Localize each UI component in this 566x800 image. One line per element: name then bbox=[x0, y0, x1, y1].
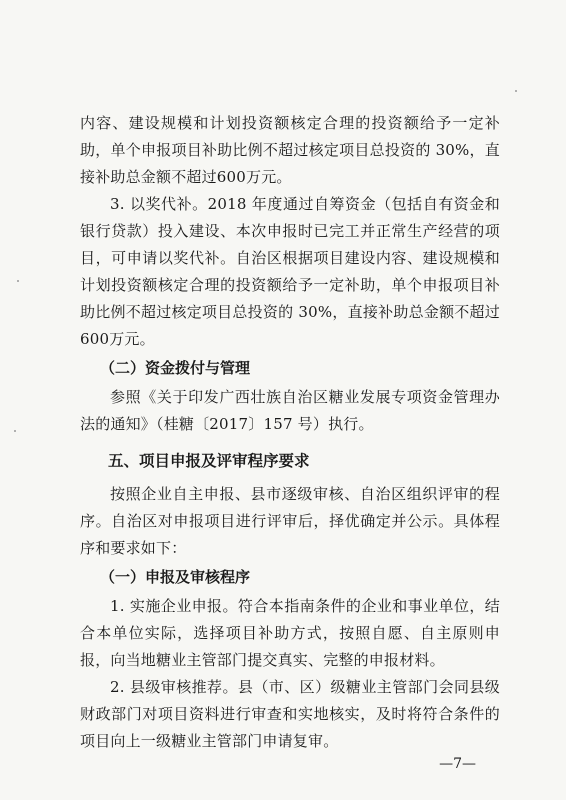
document-body bbox=[80, 110, 500, 755]
scan-speck bbox=[14, 430, 16, 432]
scan-speck bbox=[17, 280, 19, 282]
paragraph-reward-instead-of-subsidy: 3. 以奖代补。2018 年度通过自筹资金（包括自有资金和银行贷款）投入建设、本次申报时已完工并正常生产经营的项目，可申请以奖代补。自治区根据项目建设内容、建设规模和计划投资额核定合理的投资额给予一定补助，单个申报项目补助比例不超过核定项目总投资的 30%，直接补助总金额不超过600万元。 bbox=[80, 195, 500, 348]
paragraph-enterprise-application: 1. 实施企业申报。符合本指南条件的企业和事业单位，结合本单位实际，选择项目补助方式，按照自愿、自主原则申报，向当地糖业主管部门提交真实、完整的申报材料。 bbox=[80, 597, 500, 669]
paragraph-county-review: 2. 县级审核推荐。县（市、区）级糖业主管部门会同县级财政部门对项目资料进行审查和实地核实，及时将符合条件的项目向上一级糖业主管部门申请复审。 bbox=[80, 678, 500, 750]
paragraph-fund-management: 参照《关于印发广西壮族自治区糖业发展专项资金管理办法的通知》（桂糖〔2017〕157 号）执行。 bbox=[80, 388, 500, 433]
subheading-fund-allocation: （二）资金拨付与管理 bbox=[100, 359, 251, 377]
page-number: —7— bbox=[439, 756, 476, 772]
subheading-application-review: （一）申报及审核程序 bbox=[100, 568, 251, 586]
section-heading-application-procedure: 五、项目申报及评审程序要求 bbox=[108, 452, 310, 470]
scan-speck bbox=[515, 90, 517, 92]
paragraph-subsidy-continuation: 内容、建设规模和计划投资额核定合理的投资额给予一定补助，单个申报项目补助比例不超过核定项目总投资的 30%，直接补助总金额不超过600万元。 bbox=[80, 114, 500, 186]
paragraph-procedure-overview: 按照企业自主申报、县市逐级审核、自治区组织评审的程序。自治区对申报项目进行评审后，择优确定并公示。具体程序和要求如下： bbox=[80, 485, 500, 557]
